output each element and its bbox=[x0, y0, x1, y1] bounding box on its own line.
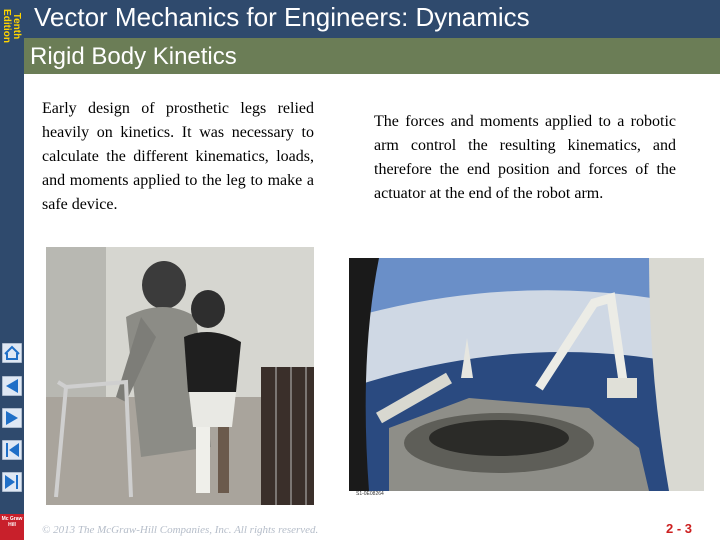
previous-slide-icon bbox=[2, 408, 22, 428]
previous-slide-button[interactable] bbox=[2, 408, 22, 428]
edition-label bbox=[0, 0, 24, 50]
home-icon bbox=[2, 343, 22, 363]
first-slide-button[interactable] bbox=[2, 376, 22, 396]
page-title: Vector Mechanics for Engineers: Dynamics bbox=[34, 2, 530, 32]
prosthetic-description: Early design of prosthetic legs relied heavily on kinetics. It was necessary to calculate the different kinematics, loads, and moments applied to the leg to make a safe device. bbox=[42, 100, 314, 213]
photo-caption: S1-0E08264 bbox=[356, 491, 384, 497]
subtitle-bar bbox=[24, 38, 720, 74]
prosthetic-leg-photo bbox=[46, 247, 314, 505]
title-bar bbox=[24, 0, 720, 38]
last-slide-button[interactable] bbox=[2, 472, 22, 492]
first-slide-icon bbox=[2, 376, 22, 396]
next-slide-icon bbox=[2, 440, 22, 460]
copyright-text: © 2013 The McGraw-Hill Companies, Inc. All rights reserved. bbox=[42, 524, 319, 536]
last-slide-icon bbox=[2, 472, 22, 492]
page-number: 2 - 3 bbox=[666, 521, 693, 536]
robot-arm-description: The forces and moments applied to a robotic arm control the resulting kinematics, and therefore the end position and forces of the actuator at the end of the robot arm. bbox=[374, 113, 676, 202]
edition-text: Tenth Edition bbox=[1, 9, 22, 43]
next-slide-button[interactable] bbox=[2, 440, 22, 460]
logo-text: Mc Graw Hill bbox=[1, 516, 23, 528]
mcgraw-hill-logo bbox=[0, 514, 24, 540]
robotic-arm-photo bbox=[349, 258, 704, 491]
home-button[interactable] bbox=[2, 343, 22, 363]
slide-subtitle: Rigid Body Kinetics bbox=[30, 43, 237, 70]
